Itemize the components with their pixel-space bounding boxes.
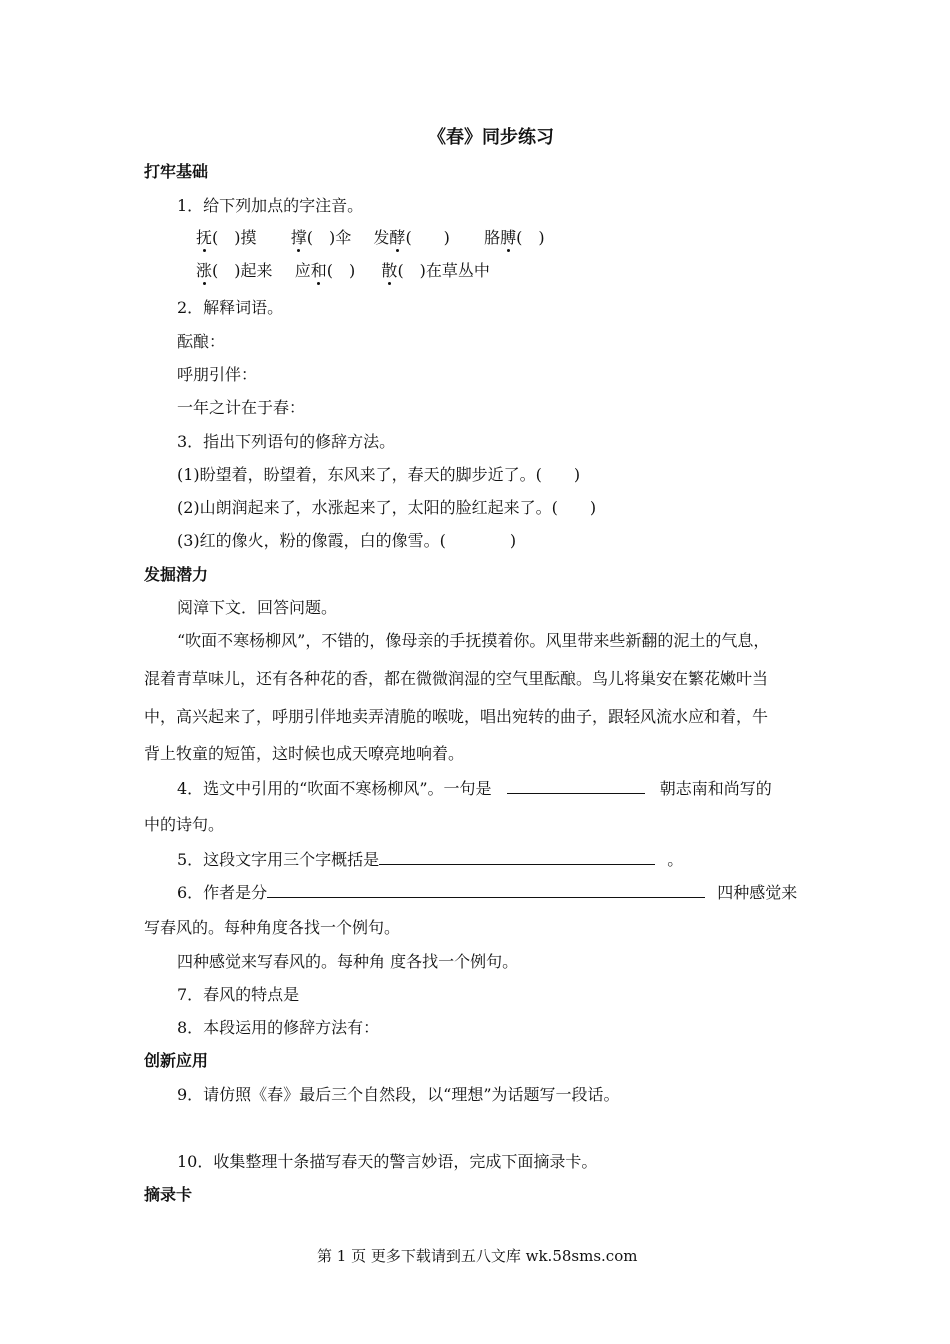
rhetoric-sentence: (1)盼望着，盼望着，东风来了，春天的脚步近了。( ) bbox=[177, 465, 581, 484]
reading-passage-line: 背上牧童的短笛，这时候也成天嘹亮地响着。 bbox=[144, 744, 465, 763]
question-10: 10．收集整理十条描写春天的警言妙语，完成下面摘录卡。 bbox=[177, 1152, 598, 1171]
question-8: 8．本段运用的修辞方法有： bbox=[177, 1018, 380, 1037]
page-title: 《春》同步练习 bbox=[428, 127, 554, 148]
question-4-text: 4．选文中引用的“吹面不寒杨柳风”。一句是 bbox=[177, 779, 492, 798]
dotted-char: 涨 bbox=[196, 261, 213, 280]
pinyin-blank: ( )在草丛中 bbox=[397, 261, 490, 280]
reading-passage-line: 混着青草味儿，还有各种花的香，都在微微润湿的空气里酝酿。鸟儿将巢安在繁花嫩叶当 bbox=[144, 669, 769, 688]
question-3-prompt: 3．指出下列语句的修辞方法。 bbox=[177, 432, 396, 451]
pinyin-blank: ( ) bbox=[405, 228, 450, 247]
section-heading-basics: 打牢基础 bbox=[144, 162, 209, 181]
question-5-text: 5．这段文字用三个字概括是 bbox=[177, 850, 380, 869]
dotted-char: 撑 bbox=[290, 228, 307, 247]
question-6-text: 四种感觉来 bbox=[717, 883, 798, 902]
question-5 bbox=[177, 848, 683, 870]
question-6 bbox=[177, 881, 797, 903]
plain-char: 胳 bbox=[484, 228, 501, 247]
question-5-text: 。 bbox=[667, 850, 684, 869]
question-1-prompt: 1．给下列加点的字注音。 bbox=[177, 196, 364, 215]
question-9: 9．请仿照《春》最后三个自然段，以“理想”为话题写一段话。 bbox=[177, 1085, 620, 1104]
pinyin-blank: ( )摸 bbox=[212, 228, 257, 247]
dotted-char: 酵 bbox=[389, 228, 406, 247]
question-2-prompt: 2．解释词语。 bbox=[177, 298, 284, 317]
vocab-item: 酝酿： bbox=[177, 332, 226, 351]
dotted-char: 膊 bbox=[500, 228, 517, 247]
answer-blank[interactable] bbox=[507, 777, 645, 794]
pinyin-blank: ( )伞 bbox=[306, 228, 352, 247]
section-heading-potential: 发掘潜力 bbox=[144, 565, 209, 584]
plain-char: 发 bbox=[373, 228, 390, 247]
dotted-char: 抚 bbox=[196, 228, 213, 247]
section-heading-excerpt-card: 摘录卡 bbox=[144, 1185, 193, 1204]
rhetoric-sentence: (2)山朗润起来了，水涨起来了，太阳的脸红起来了。( ) bbox=[177, 498, 597, 517]
reading-passage-line: “吹面不寒杨柳风”，不错的，像母亲的手抚摸着你。风里带来些新翻的泥土的气息， bbox=[177, 631, 770, 650]
pinyin-blank: ( ) bbox=[326, 261, 356, 280]
rhetoric-sentence: (3)红的像火，粉的像霞，白的像雪。( ) bbox=[177, 531, 517, 550]
question-4-continued: 中的诗句。 bbox=[144, 815, 225, 834]
pinyin-blank: ( ) bbox=[516, 228, 545, 247]
question-4 bbox=[177, 777, 772, 799]
question-6-continued: 写春风的。每种角度各找一个例句。 bbox=[144, 918, 401, 937]
question-1-row-2 bbox=[196, 261, 490, 281]
pinyin-blank: ( )起来 bbox=[212, 261, 273, 280]
question-6-repeat: 四种感觉来写春风的。每种角 度各找一个例句。 bbox=[177, 952, 519, 971]
question-7: 7．春风的特点是 bbox=[177, 985, 300, 1004]
section-heading-innovation: 创新应用 bbox=[144, 1051, 209, 1070]
reading-passage-line: 中，高兴起来了，呼朋引伴地卖弄清脆的喉咙，唱出宛转的曲子，跟轻风流水应和着，牛 bbox=[144, 707, 769, 726]
question-4-text: 朝志南和尚写的 bbox=[659, 779, 772, 798]
plain-char: 应 bbox=[294, 261, 311, 280]
dotted-char: 和 bbox=[310, 261, 327, 280]
question-6-text: 6．作者是分 bbox=[177, 883, 268, 902]
vocab-item: 呼朋引伴： bbox=[177, 365, 258, 384]
question-1-row-1 bbox=[196, 228, 545, 248]
page-footer: 第 1 页 更多下载请到五八文库 wk.58sms.com bbox=[317, 1247, 638, 1265]
dotted-char: 散 bbox=[381, 261, 398, 280]
answer-blank[interactable] bbox=[379, 848, 655, 865]
reading-intro: 阅漳下文．回答问题。 bbox=[177, 598, 338, 617]
answer-blank[interactable] bbox=[267, 881, 705, 898]
vocab-item: 一年之计在于春： bbox=[177, 398, 306, 417]
